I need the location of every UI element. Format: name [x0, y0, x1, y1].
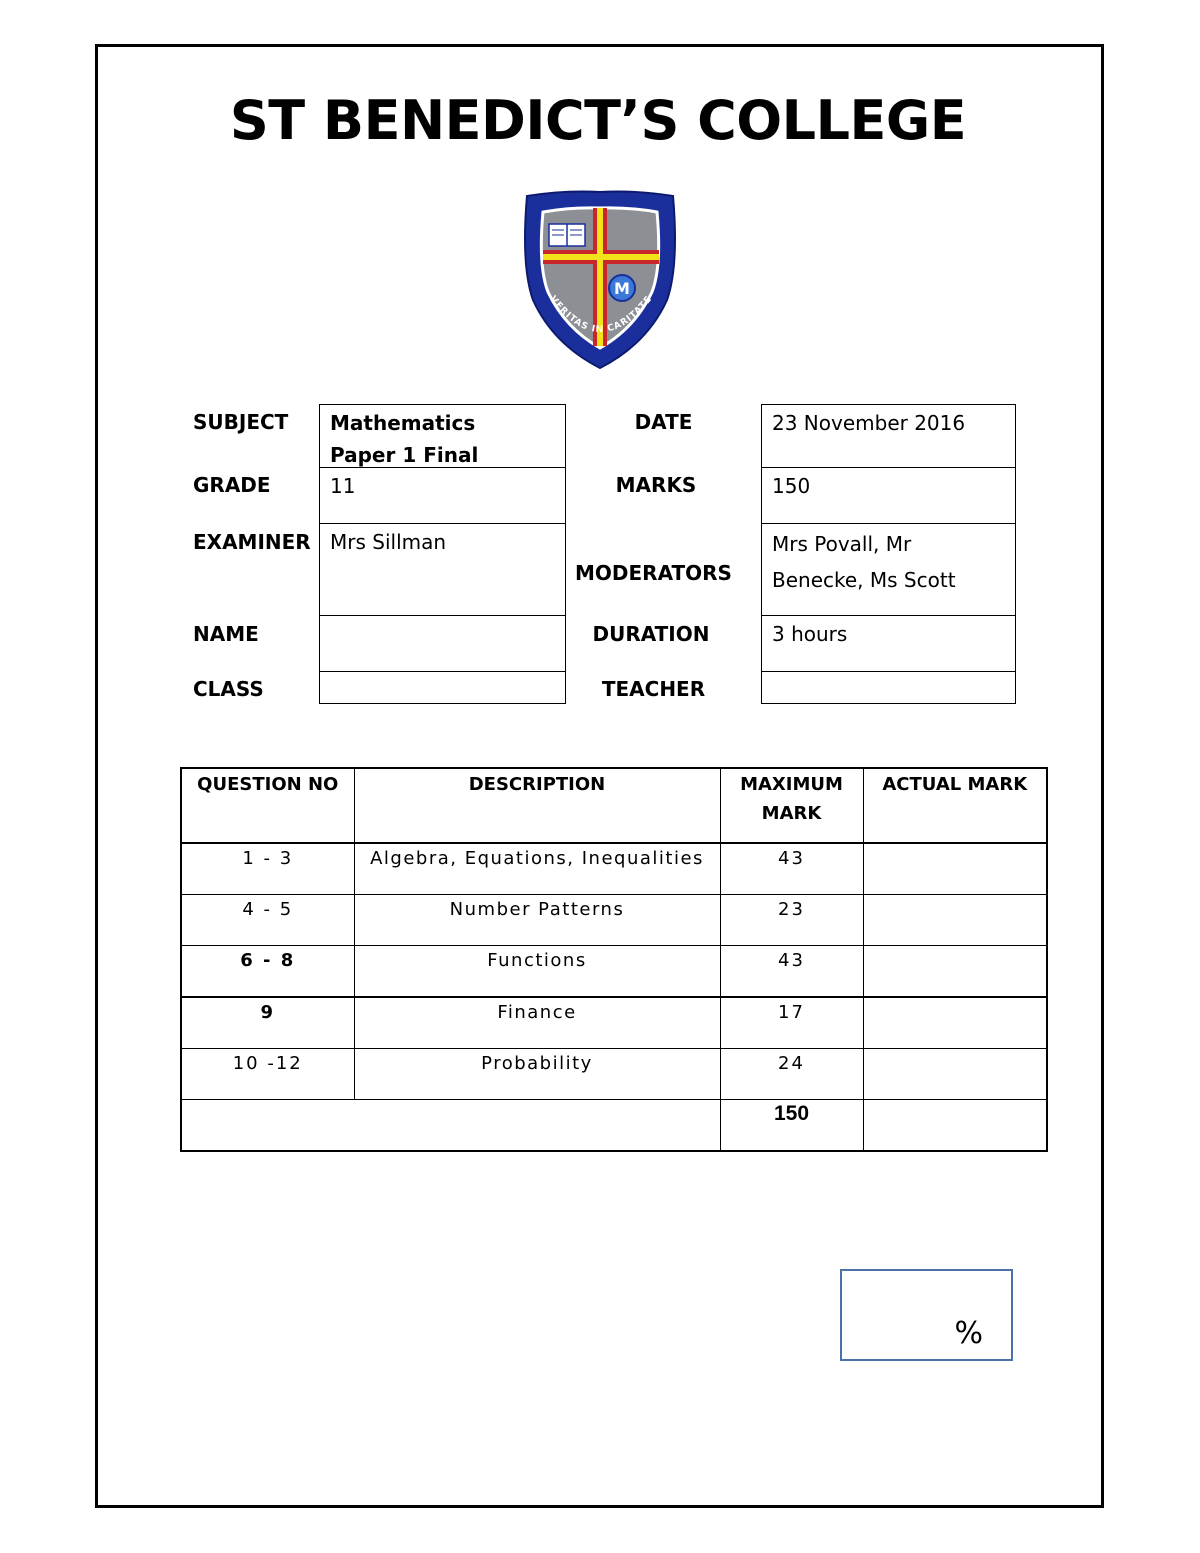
crest-motto: VERITAS IN CARITATE — [547, 294, 655, 336]
description-cell: Finance — [354, 997, 720, 1049]
total-actual-mark[interactable] — [863, 1100, 1047, 1152]
teacher-label: TEACHER — [601, 677, 706, 701]
question-no-cell: 1 - 3 — [181, 843, 354, 895]
header-max-line-2: MARK — [761, 803, 822, 824]
date-label: DATE — [634, 410, 693, 434]
school-crest-logo — [521, 188, 679, 370]
description-cell: Number Patterns — [354, 895, 720, 946]
total-row — [181, 1100, 1047, 1152]
description-cell: Functions — [354, 946, 720, 998]
subject-label: SUBJECT — [193, 410, 289, 434]
cross-horizontal-yellow — [543, 254, 659, 260]
examiner-label: EXAMINER — [193, 530, 311, 554]
description-cell: Algebra, Equations, Inequalities — [354, 843, 720, 895]
svg-text:M: M — [614, 279, 630, 298]
actual-mark-cell[interactable] — [863, 997, 1047, 1049]
max-mark-cell: 17 — [720, 997, 863, 1049]
marks-table-header — [181, 768, 1047, 843]
marks-field[interactable]: 150 — [761, 467, 1016, 524]
subject-field[interactable] — [319, 404, 566, 468]
question-no-cell: 9 — [181, 997, 354, 1049]
max-mark-cell: 24 — [720, 1049, 863, 1100]
table-row — [181, 946, 1047, 998]
moderators-field[interactable] — [761, 523, 1016, 616]
max-mark-cell: 23 — [720, 895, 863, 946]
subject-line-1: Mathematics — [330, 411, 476, 435]
header-actual-mark: ACTUAL MARK — [863, 768, 1047, 843]
actual-mark-cell[interactable] — [863, 843, 1047, 895]
page-title: ST BENEDICT’S COLLEGE — [229, 89, 967, 152]
table-row — [181, 895, 1047, 946]
grade-label: GRADE — [193, 473, 271, 497]
max-mark-cell: 43 — [720, 946, 863, 998]
header-maximum-mark — [720, 768, 863, 843]
grade-field[interactable]: 11 — [319, 467, 566, 524]
header-description: DESCRIPTION — [354, 768, 720, 843]
class-field[interactable] — [319, 671, 566, 704]
question-no-cell: 10 -12 — [181, 1049, 354, 1100]
table-row — [181, 843, 1047, 895]
student-name-field[interactable] — [319, 615, 566, 672]
name-label: NAME — [193, 622, 259, 646]
actual-mark-cell[interactable] — [863, 895, 1047, 946]
total-max-mark: 150 — [720, 1100, 863, 1152]
actual-mark-cell[interactable] — [863, 946, 1047, 998]
question-no-cell: 6 - 8 — [181, 946, 354, 998]
marks-label: MARKS — [615, 473, 697, 497]
marian-monogram-icon — [609, 275, 635, 301]
duration-label: DURATION — [592, 622, 710, 646]
description-cell: Probability — [354, 1049, 720, 1100]
max-mark-cell: 43 — [720, 843, 863, 895]
teacher-field[interactable] — [761, 671, 1016, 704]
date-field[interactable]: 23 November 2016 — [761, 404, 1016, 468]
book-icon — [549, 224, 585, 246]
duration-field[interactable]: 3 hours — [761, 615, 1016, 672]
actual-mark-cell[interactable] — [863, 1049, 1047, 1100]
examiner-field[interactable]: Mrs Sillman — [319, 523, 566, 616]
total-label-cell — [181, 1100, 720, 1152]
table-row — [181, 1049, 1047, 1100]
header-question-no: QUESTION NO — [181, 768, 354, 843]
moderators-label: MODERATORS — [575, 561, 732, 585]
table-row — [181, 997, 1047, 1049]
percent-symbol: % — [954, 1316, 983, 1351]
percentage-box[interactable] — [840, 1269, 1013, 1361]
subject-line-2: Paper 1 Final — [330, 443, 479, 467]
moderators-line-1: Mrs Povall, Mr — [772, 532, 912, 556]
class-label: CLASS — [193, 677, 264, 701]
header-max-line-1: MAXIMUM — [740, 774, 843, 795]
question-no-cell: 4 - 5 — [181, 895, 354, 946]
marks-table — [180, 767, 1048, 1152]
moderators-line-2: Benecke, Ms Scott — [772, 568, 956, 592]
